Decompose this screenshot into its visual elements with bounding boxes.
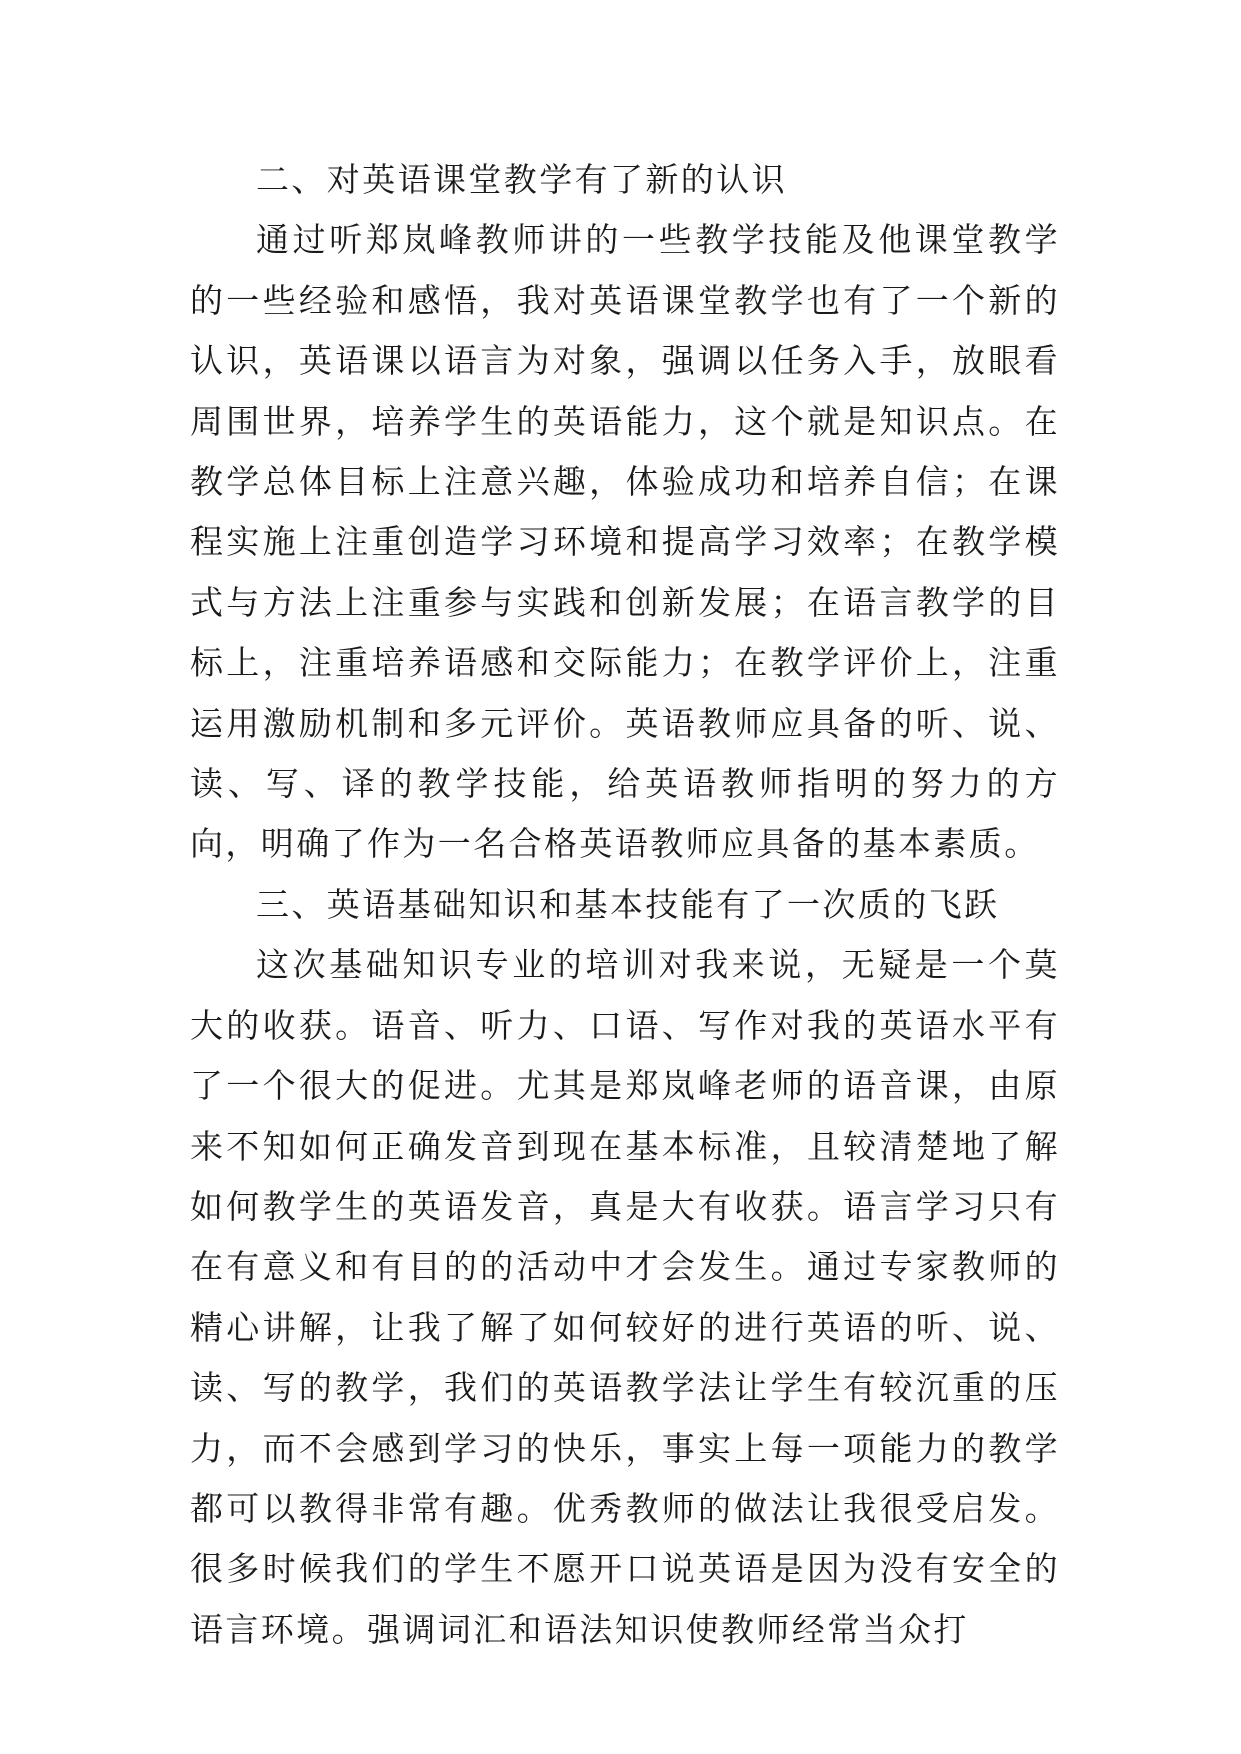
- section-paragraph-3: 这次基础知识专业的培训对我来说，无疑是一个莫大的收获。语音、听力、口语、写作对我的英语水平有了一个很大的促进。尤其是郑岚峰老师的语音课，由原来不知如何正确发音到现在基本标准，且较清楚地了解如何教学生的英语发音，真是大有收获。语言学习只有在有意义和有目的的活动中才会发生。通过专家教师的精心讲解，让我了解了如何较好的进行英语的听、说、读、写的教学，我们的英语教学法让学生有较沉重的压力，而不会感到学习的快乐，事实上每一项能力的教学都可以教得非常有趣。优秀教师的做法让我很受启发。很多时候我们的学生不愿开口说英语是因为没有安全的语言环境。强调词汇和语法知识使教师经常当众打: [190, 945, 1060, 1649]
- section-paragraph-2: 通过听郑岚峰教师讲的一些教学技能及他课堂教学的一些经验和感悟，我对英语课堂教学也有了一个新的认识，英语课以语言为对象，强调以任务入手，放眼看周围世界，培养学生的英语能力，这个就是知识点。在教学总体目标上注意兴趣，体验成功和培养自信；在课程实施上注重创造学习环境和提高学习效率；在教学模式与方法上注重参与实践和创新发展；在语言教学的目标上，注重培养语感和交际能力；在教学评价上，注重运用激励机制和多元评价。英语教师应具备的听、说、读、写、译的教学技能，给英语教师指明的努力的方向，明确了作为一名合格英语教师应具备的基本素质。: [190, 220, 1060, 864]
- section-heading-3: 三、英语基础知识和基本技能有了一次质的飞跃: [256, 884, 1000, 924]
- section-heading-2: 二、对英语课堂教学有了新的认识: [256, 160, 787, 199]
- document-body: [190, 150, 1060, 1660]
